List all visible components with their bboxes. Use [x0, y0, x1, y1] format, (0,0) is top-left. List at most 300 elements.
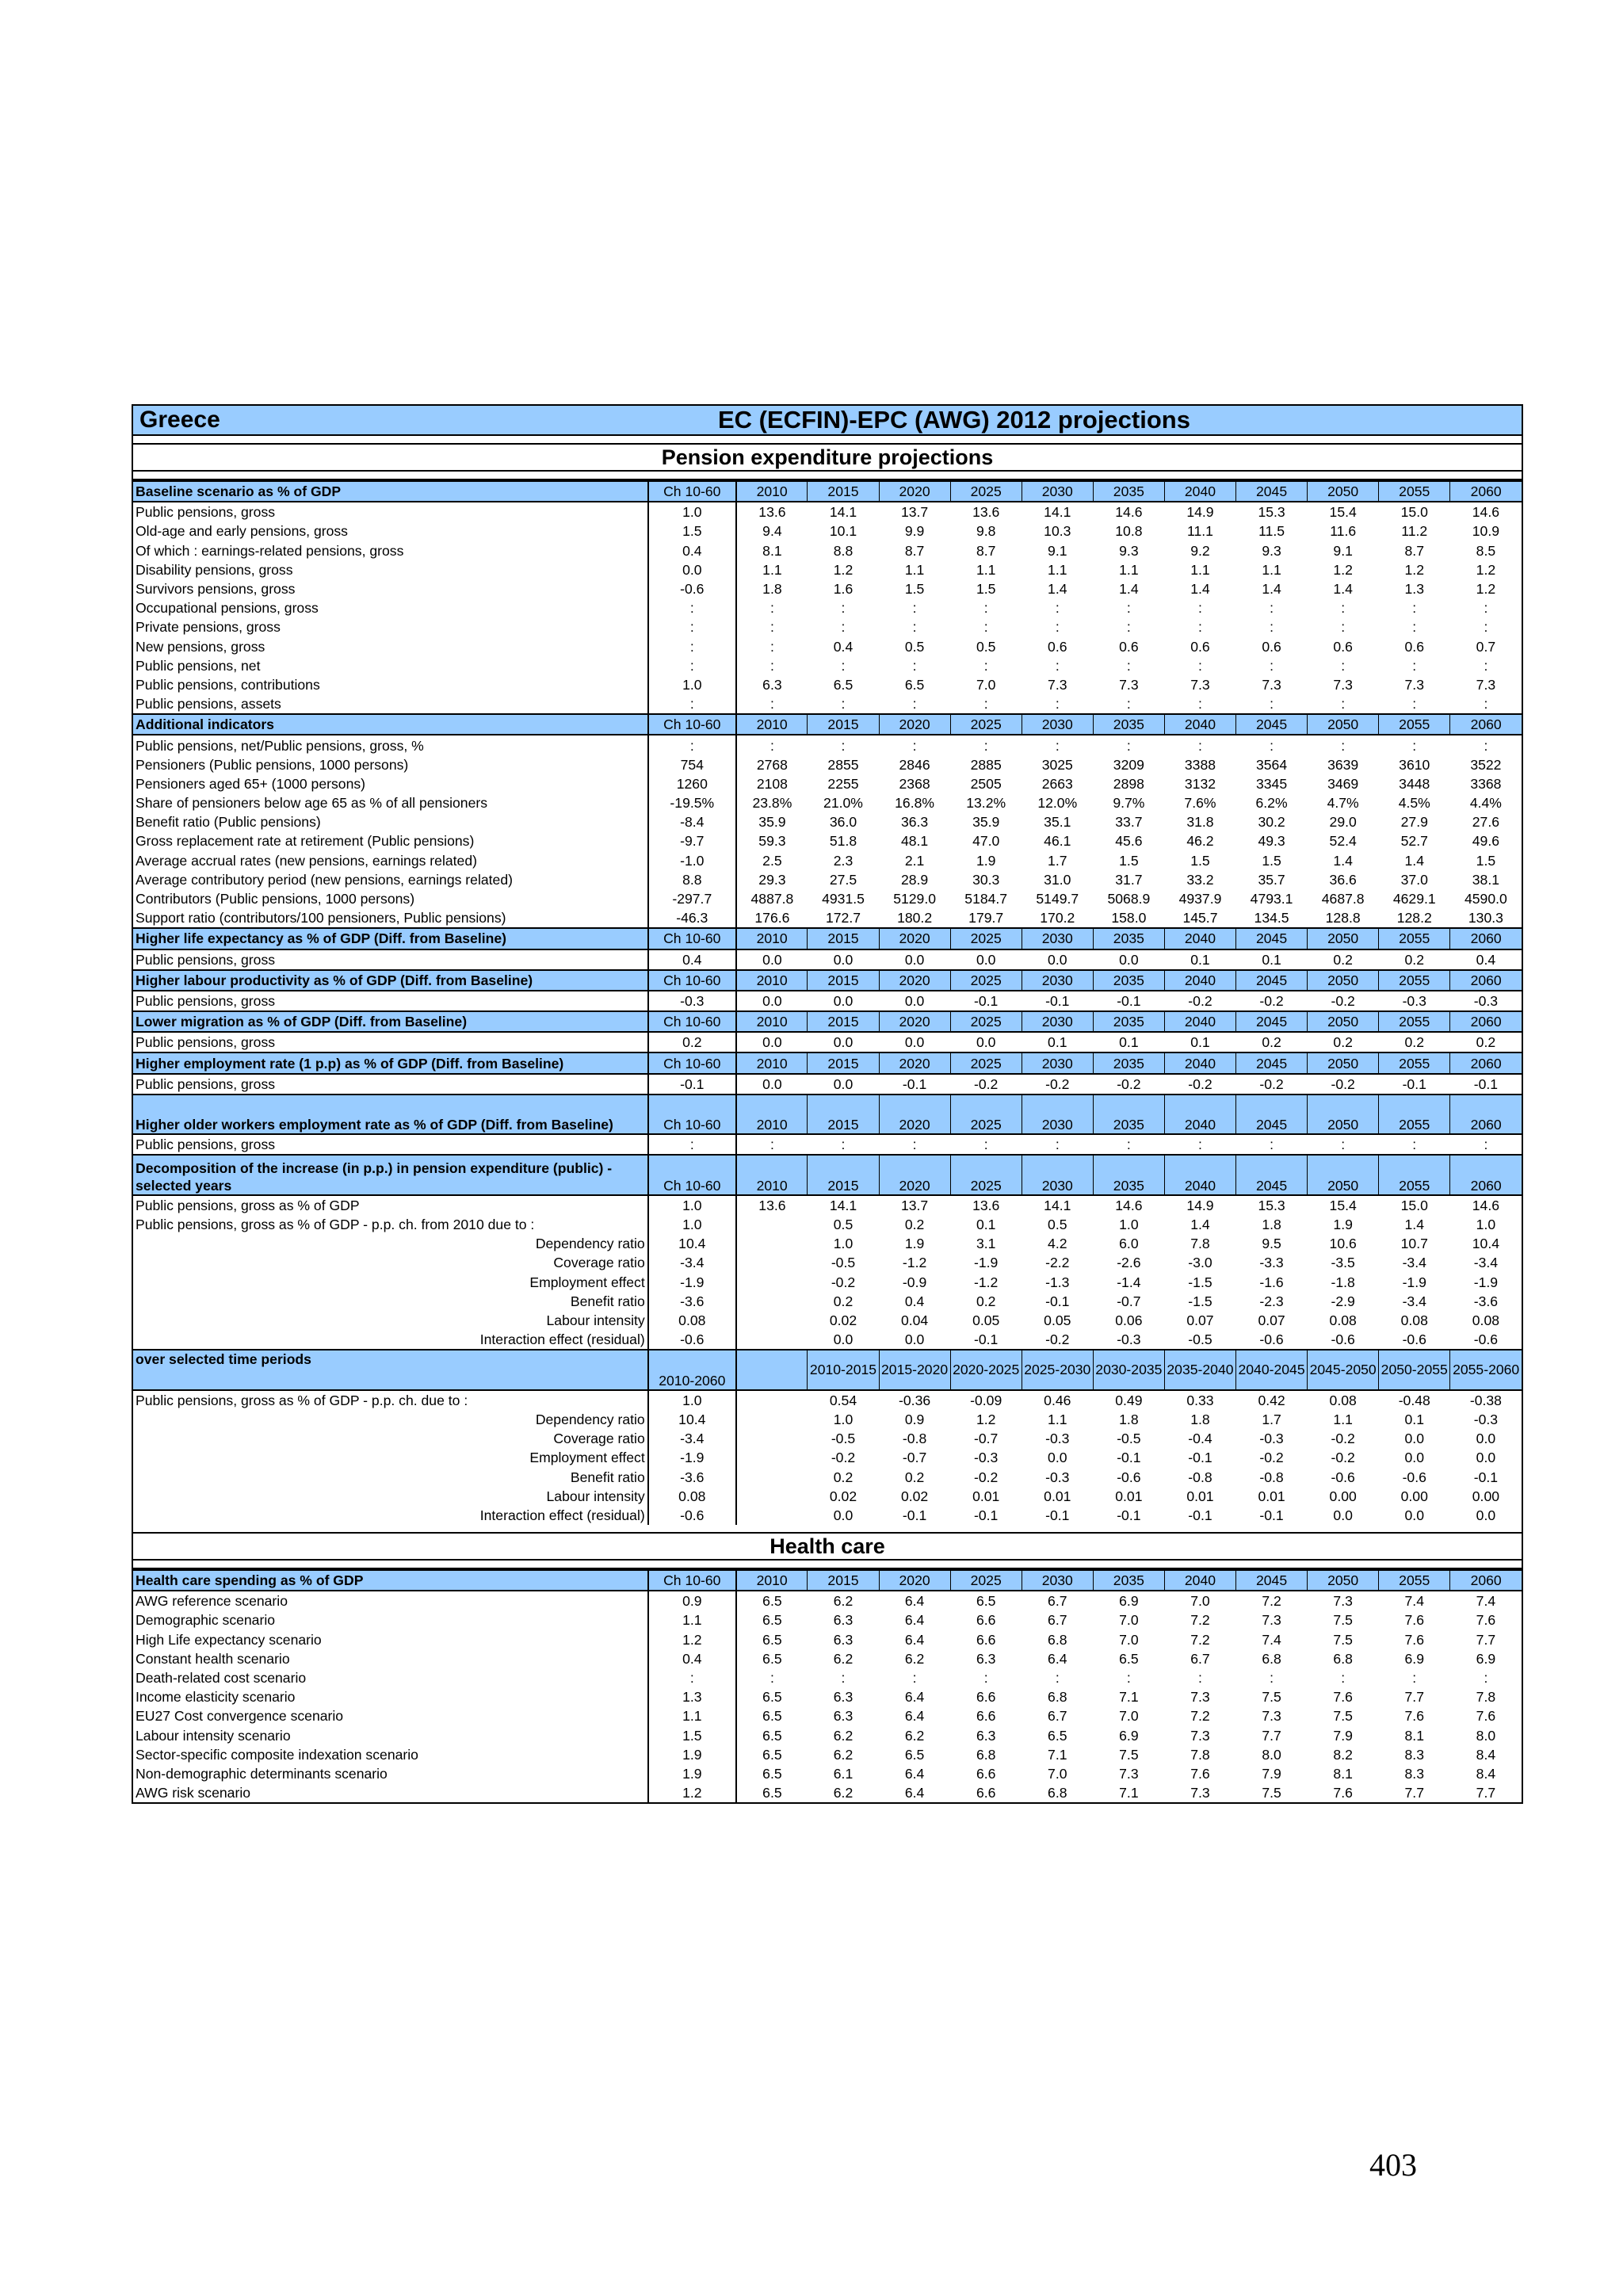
year-value: 6.9 — [1476, 1650, 1496, 1667]
year-value: 6.3 — [833, 1708, 854, 1725]
year-value: : — [983, 696, 988, 712]
year-value: 11.1 — [1187, 523, 1213, 540]
year-value: 9.2 — [1190, 542, 1210, 559]
year-value: 6.3 — [762, 676, 782, 693]
year-value: 14.1 — [829, 1197, 857, 1213]
year-value: 10.8 — [1115, 523, 1143, 540]
health-section-title: Health care — [133, 1534, 1522, 1561]
year-value: 6.5 — [976, 1593, 996, 1610]
year-value: 0.0 — [833, 1507, 854, 1523]
year-value: 15.4 — [1329, 504, 1357, 521]
year-header: 2015 — [808, 1155, 879, 1194]
year-value: -1.5 — [1188, 1293, 1212, 1309]
year-header: 2025 — [950, 1011, 1022, 1032]
year-value: 9.7% — [1113, 795, 1145, 812]
year-value: 3610 — [1399, 756, 1430, 773]
table-row — [133, 617, 1522, 636]
blank-header-cell — [736, 1350, 808, 1389]
year-value: : — [769, 657, 774, 674]
year-value: 6.8 — [1048, 1689, 1067, 1706]
year-value: 6.5 — [762, 1612, 782, 1629]
year-value: -0.3 — [1473, 992, 1499, 1009]
year-value: 8.1 — [762, 542, 782, 559]
year-value: 6.9 — [1119, 1593, 1139, 1610]
year-value: 0.2 — [833, 1293, 854, 1309]
year-value: 6.2 — [833, 1727, 854, 1744]
year-value: : — [1055, 737, 1060, 754]
change-value: 1.0 — [648, 1390, 736, 1410]
table-row — [133, 1134, 1522, 1155]
year-value: 0.0 — [904, 1331, 925, 1348]
year-value: 7.6 — [1333, 1785, 1353, 1801]
year-value: 1.5 — [1262, 852, 1281, 869]
year-value: 0.6 — [1262, 638, 1281, 655]
year-value: 1.8 — [1119, 1411, 1139, 1427]
year-value — [736, 1390, 808, 1410]
section-header-label: Lower migration as % of GDP (Diff. from Baseline) — [133, 1011, 648, 1032]
year-value: -1.2 — [902, 1255, 927, 1271]
change-value: 0.4 — [648, 949, 736, 970]
row-label: Demographic scenario — [136, 1612, 276, 1629]
year-value: 7.6 — [1404, 1631, 1424, 1648]
year-value: : — [1412, 657, 1417, 674]
year-value: 0.42 — [1258, 1392, 1285, 1408]
row-label: Disability pensions, gross — [136, 561, 293, 578]
year-value — [736, 1487, 808, 1506]
year-value: 0.0 — [1048, 1450, 1067, 1466]
year-value: 8.2 — [1333, 1746, 1353, 1763]
year-value: -0.48 — [1398, 1392, 1430, 1408]
section-header-label: Higher labour productivity as % of GDP (Diff. from Baseline) — [133, 970, 648, 991]
change-value: 1.1 — [648, 1610, 736, 1629]
table-row — [133, 1311, 1522, 1330]
year-value: 0.2 — [904, 1217, 925, 1233]
year-value: : — [1341, 1670, 1346, 1687]
change-header: 2010-2060 — [648, 1350, 736, 1389]
year-value: -3.4 — [1473, 1255, 1499, 1271]
year-header: 2010 — [736, 1052, 808, 1073]
year-value: -1.8 — [1331, 1274, 1355, 1290]
year-value: 5184.7 — [964, 891, 1008, 907]
year-value: -1.2 — [974, 1274, 999, 1290]
year-value: 0.07 — [1186, 1312, 1214, 1328]
year-value: -1.5 — [1188, 1274, 1212, 1290]
year-value: : — [769, 1670, 774, 1687]
year-value: 6.5 — [904, 1746, 925, 1763]
year-value: 1.0 — [1476, 1217, 1496, 1233]
year-value: 4937.9 — [1178, 891, 1222, 907]
spacer — [133, 1525, 1522, 1534]
year-value: 0.0 — [1476, 1431, 1496, 1447]
table-row — [133, 831, 1522, 850]
year-value: 7.3 — [1048, 676, 1067, 693]
year-value: -0.2 — [1045, 1075, 1070, 1092]
year-header: 2015-2020 — [879, 1350, 950, 1389]
change-value: 1.9 — [648, 1745, 736, 1764]
year-value: 1.8 — [762, 581, 782, 598]
change-value: 1.0 — [648, 502, 736, 521]
year-value: 0.04 — [900, 1312, 929, 1328]
year-header: 2040 — [1164, 481, 1235, 502]
year-value: : — [1198, 600, 1202, 617]
table-row — [133, 1668, 1522, 1687]
year-header: 2010 — [736, 928, 808, 949]
change-value: 1.9 — [648, 1764, 736, 1783]
year-value: : — [769, 737, 774, 754]
table-row — [133, 1783, 1522, 1802]
row-label: Coverage ratio — [553, 1255, 645, 1271]
year-value — [736, 1253, 808, 1272]
row-label: Interaction effect (residual) — [479, 1507, 645, 1523]
year-value: 1.5 — [1119, 852, 1139, 869]
row-label: Coverage ratio — [553, 1431, 645, 1447]
year-value: 46.2 — [1186, 833, 1214, 850]
year-value: -0.2 — [831, 1274, 856, 1290]
table-row — [133, 694, 1522, 714]
year-value: -0.2 — [831, 1450, 856, 1466]
year-value: 35.1 — [1044, 814, 1071, 831]
year-value: 7.4 — [1404, 1593, 1424, 1610]
year-header: 2045 — [1236, 970, 1308, 991]
year-value: 7.5 — [1333, 1612, 1353, 1629]
table-row — [133, 949, 1522, 970]
year-value: 7.8 — [1190, 1236, 1210, 1252]
table-row — [133, 1195, 1522, 1215]
year-header: 2035-2040 — [1164, 1350, 1235, 1389]
year-value: 0.0 — [1404, 1450, 1424, 1466]
section-header-label: Higher employment rate (1 p.p) as % of GDP (Diff. from Baseline) — [133, 1052, 648, 1073]
year-value: -0.38 — [1469, 1392, 1502, 1408]
title-bar — [133, 406, 1522, 436]
year-value: 6.0 — [1119, 1236, 1139, 1252]
year-value: 16.8% — [895, 795, 935, 812]
year-value: : — [1270, 657, 1274, 674]
year-value: 158.0 — [1111, 910, 1147, 926]
year-value: 170.2 — [1040, 910, 1075, 926]
row-label: Constant health scenario — [136, 1650, 290, 1667]
year-value: : — [912, 1137, 917, 1153]
year-header: 2015 — [808, 1052, 879, 1073]
year-value: 3388 — [1184, 756, 1216, 773]
year-header: 2030 — [1022, 1095, 1093, 1134]
year-value — [736, 1234, 808, 1253]
section-header-row — [133, 1011, 1522, 1032]
year-value: -0.36 — [899, 1392, 931, 1408]
year-value: 4.4% — [1469, 795, 1502, 812]
change-header: Ch 10-60 — [648, 1570, 736, 1591]
year-value: 28.9 — [900, 871, 929, 888]
year-value: 0.5 — [1048, 1217, 1067, 1233]
year-value: -0.1 — [1473, 1469, 1499, 1485]
year-value: : — [912, 1670, 917, 1687]
year-value: 35.9 — [758, 814, 786, 831]
year-value: -0.2 — [1188, 1075, 1212, 1092]
year-value: 5149.7 — [1036, 891, 1079, 907]
year-value: 0.0 — [833, 951, 854, 968]
year-header: 2010 — [736, 970, 808, 991]
table-row — [133, 793, 1522, 812]
year-header: 2040 — [1164, 1155, 1235, 1194]
year-value: 0.00 — [1400, 1488, 1428, 1504]
year-value: 7.5 — [1262, 1689, 1281, 1706]
year-value: : — [841, 600, 846, 617]
year-value: 0.5 — [976, 638, 996, 655]
year-value: 27.5 — [829, 871, 857, 888]
year-value: : — [1484, 1137, 1488, 1153]
year-value: 38.1 — [1472, 871, 1500, 888]
year-header: 2020-2025 — [950, 1350, 1022, 1389]
change-value: -1.0 — [648, 851, 736, 870]
year-value — [736, 1292, 808, 1311]
table-row — [133, 1591, 1522, 1610]
year-value: 9.3 — [1119, 542, 1139, 559]
year-value: 7.3 — [1404, 676, 1424, 693]
year-value: 1.1 — [1190, 561, 1210, 578]
year-value: 7.6 — [1404, 1612, 1424, 1629]
year-value: 6.2% — [1255, 795, 1288, 812]
year-header: 2015 — [808, 714, 879, 735]
year-value: 0.2 — [904, 1469, 925, 1485]
year-value: : — [769, 619, 774, 636]
year-value: : — [983, 600, 988, 617]
year-value: 0.6 — [1048, 638, 1067, 655]
year-value: -0.6 — [1402, 1331, 1426, 1348]
year-value: -0.2 — [1331, 1075, 1355, 1092]
year-value: 1.4 — [1119, 581, 1139, 598]
row-label: AWG reference scenario — [136, 1593, 288, 1610]
change-value: 754 — [648, 755, 736, 774]
table-row — [133, 1273, 1522, 1292]
year-value: : — [1412, 737, 1417, 754]
year-value: : — [1126, 619, 1131, 636]
year-value: 7.3 — [1476, 676, 1496, 693]
year-header: 2025 — [950, 928, 1022, 949]
year-value: 11.5 — [1258, 523, 1285, 540]
year-header: 2050 — [1308, 1095, 1379, 1134]
year-value: 7.7 — [1476, 1631, 1496, 1648]
pension-section-title: Pension expenditure projections — [133, 445, 1522, 472]
year-header: 2060 — [1450, 1095, 1522, 1134]
year-value: 14.6 — [1472, 1197, 1500, 1213]
table-row — [133, 735, 1522, 755]
year-value: 6.3 — [976, 1650, 996, 1667]
year-value: 3345 — [1255, 775, 1288, 792]
year-value: 14.9 — [1186, 1197, 1214, 1213]
year-value: 0.05 — [972, 1312, 1000, 1328]
row-label: Gross replacement rate at retirement (Public pensions) — [136, 833, 475, 850]
page-number: 403 — [1369, 2147, 1417, 2183]
year-value: -0.1 — [902, 1507, 927, 1523]
year-value: 0.6 — [1404, 638, 1424, 655]
year-value: 15.3 — [1258, 1197, 1285, 1213]
change-value: -9.7 — [648, 831, 736, 850]
year-value: 0.4 — [1476, 951, 1496, 968]
year-value: 35.9 — [972, 814, 1000, 831]
year-value: 7.0 — [976, 676, 996, 693]
row-label: Public pensions, assets — [136, 696, 281, 712]
change-value: 0.08 — [648, 1311, 736, 1330]
row-label: Contributors (Public pensions, 1000 persons) — [136, 891, 415, 907]
year-value: 0.1 — [1190, 951, 1210, 968]
year-value: 1.4 — [1404, 1217, 1424, 1233]
year-value: 37.0 — [1400, 871, 1428, 888]
row-label: Of which : earnings-related pensions, gross — [136, 542, 404, 559]
table-row — [133, 637, 1522, 656]
year-value: : — [1270, 737, 1274, 754]
year-value: -0.1 — [1045, 1507, 1070, 1523]
year-value: 8.7 — [1404, 542, 1424, 559]
year-value: 7.7 — [1262, 1727, 1281, 1744]
year-value: 1.2 — [1404, 561, 1424, 578]
year-value: 7.0 — [1048, 1765, 1067, 1782]
row-label: Public pensions, gross — [136, 1034, 276, 1051]
year-value: 3368 — [1470, 775, 1502, 792]
year-value: 0.6 — [1333, 638, 1353, 655]
year-value: 7.3 — [1333, 1593, 1353, 1610]
table-row — [133, 1234, 1522, 1253]
year-header: 2030 — [1022, 970, 1093, 991]
change-value: 0.4 — [648, 541, 736, 560]
section-header-label: Baseline scenario as % of GDP — [133, 481, 648, 502]
change-value: 0.0 — [648, 560, 736, 579]
year-value: 5129.0 — [893, 891, 936, 907]
section-header-label: Higher life expectancy as % of GDP (Diff. from Baseline) — [133, 928, 648, 949]
country-name: Greece — [139, 407, 220, 433]
year-value: 6.7 — [1190, 1650, 1210, 1667]
year-value: : — [841, 619, 846, 636]
year-value: -0.5 — [831, 1255, 856, 1271]
table-row — [133, 579, 1522, 598]
year-value: 7.6 — [1333, 1689, 1353, 1706]
year-value: -0.2 — [1045, 1331, 1070, 1348]
change-header: Ch 10-60 — [648, 928, 736, 949]
year-value: 0.2 — [1333, 951, 1353, 968]
projection-title: EC (ECFIN)-EPC (AWG) 2012 projections — [718, 406, 1190, 434]
year-value: 7.6 — [1404, 1708, 1424, 1725]
year-value: 1.0 — [1119, 1217, 1139, 1233]
year-value: 7.8 — [1476, 1689, 1496, 1706]
change-value: 0.9 — [648, 1591, 736, 1610]
year-value: : — [1412, 600, 1417, 617]
year-value: 4687.8 — [1321, 891, 1365, 907]
year-value — [736, 1429, 808, 1448]
year-value: -0.2 — [1259, 1450, 1284, 1466]
year-value: : — [1270, 619, 1274, 636]
change-header: Ch 10-60 — [648, 970, 736, 991]
year-value: 0.0 — [904, 1034, 925, 1051]
year-value: 29.3 — [758, 871, 786, 888]
year-header: 2035 — [1093, 714, 1164, 735]
year-header: 2045 — [1236, 481, 1308, 502]
change-value: 10.4 — [648, 1234, 736, 1253]
year-value: -0.6 — [1331, 1331, 1355, 1348]
year-value: 7.1 — [1119, 1785, 1139, 1801]
year-value: -0.2 — [974, 1469, 999, 1485]
year-value: 6.8 — [1048, 1785, 1067, 1801]
year-value: 14.1 — [1044, 1197, 1071, 1213]
year-value: 0.54 — [829, 1392, 857, 1408]
year-header: 2055 — [1379, 1011, 1450, 1032]
table-row — [133, 755, 1522, 774]
year-value: : — [912, 696, 917, 712]
year-value: 6.4 — [904, 1612, 925, 1629]
year-value: 1.1 — [1119, 561, 1139, 578]
year-value: 8.1 — [1404, 1727, 1424, 1744]
change-value: -19.5% — [648, 793, 736, 812]
year-value: 6.8 — [1048, 1631, 1067, 1648]
year-value: 14.1 — [829, 504, 857, 521]
year-header: 2060 — [1450, 714, 1522, 735]
year-value: 14.6 — [1115, 1197, 1143, 1213]
row-label: Employment effect — [529, 1274, 645, 1290]
year-value: -0.1 — [902, 1075, 927, 1092]
year-value: 6.3 — [833, 1612, 854, 1629]
table-row — [133, 1448, 1522, 1467]
year-value: 0.0 — [904, 951, 925, 968]
year-value: 7.2 — [1190, 1631, 1210, 1648]
year-header: 2010 — [736, 1095, 808, 1134]
year-value: 13.6 — [758, 504, 786, 521]
year-value: 1.0 — [833, 1411, 854, 1427]
table-row — [133, 675, 1522, 694]
year-header: 2035 — [1093, 1052, 1164, 1073]
year-value: 0.0 — [762, 951, 782, 968]
year-value: : — [1341, 696, 1346, 712]
year-header: 2040 — [1164, 1570, 1235, 1591]
row-label: Pensioners (Public pensions, 1000 persons) — [136, 756, 409, 773]
year-header: 2020 — [879, 1095, 950, 1134]
year-header: 2015 — [808, 481, 879, 502]
change-value: 1.5 — [648, 1725, 736, 1744]
section-header-row — [133, 1155, 1522, 1194]
year-value: 11.6 — [1330, 523, 1357, 540]
year-value: 1.5 — [1190, 852, 1210, 869]
spacer — [133, 472, 1522, 480]
year-value: 0.9 — [904, 1411, 925, 1427]
year-value: 0.0 — [1119, 951, 1139, 968]
year-value: 0.0 — [833, 1331, 854, 1348]
year-value — [736, 1506, 808, 1525]
row-label: Support ratio (contributors/100 pensioners, Public pensions) — [136, 910, 506, 926]
change-value: 1.0 — [648, 675, 736, 694]
section-header-label: Decomposition of the increase (in p.p.) in pension expenditure (public) - selected years — [133, 1155, 648, 1194]
year-value: : — [1270, 1670, 1274, 1687]
year-value: : — [1341, 600, 1346, 617]
year-value: 7.3 — [1190, 1785, 1210, 1801]
year-value: 0.2 — [1404, 1034, 1424, 1051]
table-row — [133, 598, 1522, 617]
year-value: : — [983, 657, 988, 674]
year-value: 6.5 — [762, 1727, 782, 1744]
year-value: : — [1198, 1137, 1202, 1153]
year-value: 12.0% — [1037, 795, 1078, 812]
row-label: Death-related cost scenario — [136, 1670, 307, 1687]
year-value: 1.4 — [1262, 581, 1281, 598]
year-value: -3.4 — [1402, 1293, 1426, 1309]
year-value: 52.4 — [1329, 833, 1357, 850]
section-header-row — [133, 1350, 1522, 1389]
table-row — [133, 908, 1522, 928]
year-value: 6.6 — [976, 1765, 996, 1782]
year-value: 7.3 — [1119, 676, 1139, 693]
year-value: 8.3 — [1404, 1746, 1424, 1763]
year-value: 2898 — [1113, 775, 1144, 792]
year-header: 2035 — [1093, 481, 1164, 502]
year-value: 7.5 — [1119, 1746, 1139, 1763]
year-value: 31.8 — [1186, 814, 1214, 831]
year-value: : — [1126, 657, 1131, 674]
year-value: 6.8 — [976, 1746, 996, 1763]
